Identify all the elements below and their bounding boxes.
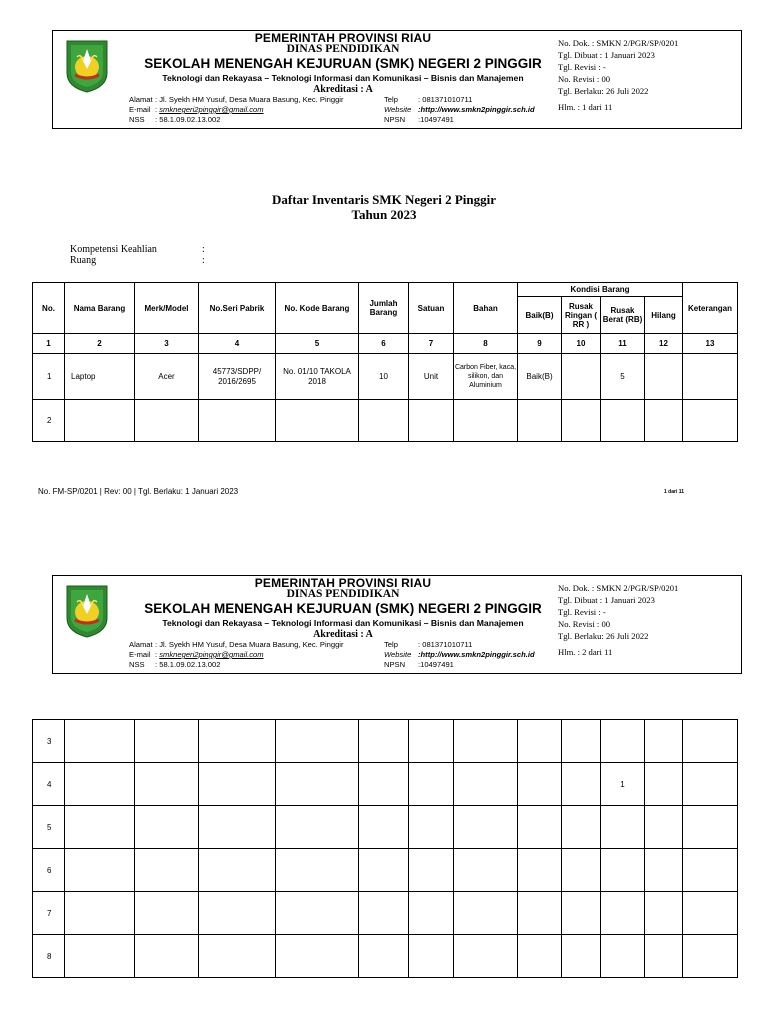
doc-effective-date: Tgl. Berlaku: 26 Juli 2022: [558, 86, 649, 96]
contact-block: [384, 95, 535, 125]
table-cell[interactable]: [562, 400, 601, 442]
doc-revision-number: No. Revisi : 00: [558, 74, 611, 84]
school-programs: Teknologi dan Rekayasa – Teknologi Informasi dan Komunikasi – Bisnis dan Manajemen: [162, 618, 524, 628]
table-row: [33, 849, 738, 892]
header-keterangan: Keterangan: [683, 283, 738, 334]
table-cell[interactable]: [562, 354, 601, 400]
contact-block: [384, 640, 535, 670]
address-label: Alamat: [129, 95, 153, 104]
table-cell[interactable]: [359, 400, 409, 442]
email-label: E-mail: [129, 650, 151, 659]
nss-value: : 58.1.09.02.13.002: [155, 660, 221, 669]
email-link[interactable]: smknegeri2pinggir@gmail.com: [159, 650, 264, 659]
table-cell[interactable]: [645, 354, 683, 400]
table-cell[interactable]: [65, 849, 135, 892]
doc-page: Hlm. : 2 dari 11: [558, 647, 613, 657]
table-cell[interactable]: Baik(B): [518, 354, 562, 400]
letterhead-page-2: [52, 575, 742, 674]
column-number-row: [33, 334, 738, 354]
table-cell[interactable]: [276, 935, 359, 978]
doc-created: Tgl. Dibuat : 1 Januari 2023: [558, 595, 655, 605]
table-cell[interactable]: [199, 763, 276, 806]
table-cell[interactable]: [409, 892, 454, 935]
address-value: : Jl. Syekh HM Yusuf, Desa Muara Basung, Kec. Pinggir: [155, 95, 344, 104]
npsn-value: :10497491: [418, 115, 454, 124]
doc-number: No. Dok. : SMKN 2/PGR/SP/0201: [558, 583, 679, 593]
table-cell[interactable]: [135, 806, 199, 849]
table-cell[interactable]: [454, 935, 518, 978]
inventory-table-page-1: [32, 282, 738, 442]
table-cell[interactable]: [359, 849, 409, 892]
info-block: [70, 244, 205, 266]
footer-doc-info: No. FM-SP/0201 | Rev: 00 | Tgl. Berlaku: 1 Januari 2023: [38, 487, 239, 496]
table-cell[interactable]: [409, 806, 454, 849]
table-cell[interactable]: [454, 400, 518, 442]
header-rusak-berat: Rusak Berat (RB): [601, 297, 645, 334]
table-cell[interactable]: [276, 892, 359, 935]
telp-value: : 081371010711: [418, 95, 473, 104]
header-merk: Merk/Model: [135, 283, 199, 334]
column-number-cell: 6: [359, 334, 409, 354]
telp-value: : 081371010711: [418, 640, 473, 649]
doc-number: No. Dok. : SMKN 2/PGR/SP/0201: [558, 38, 679, 48]
table-cell[interactable]: [645, 400, 683, 442]
accreditation: Akreditasi : A: [313, 629, 373, 640]
doc-page: Hlm. : 1 dari 11: [558, 102, 613, 112]
table-cell[interactable]: [518, 806, 562, 849]
website-link[interactable]: :http://www.smkn2pinggir.sch.id: [418, 650, 535, 659]
document-year: Tahun 2023: [351, 207, 417, 222]
column-number-cell: 12: [645, 334, 683, 354]
column-number-cell: 13: [683, 334, 738, 354]
table-cell[interactable]: [562, 763, 601, 806]
table-cell[interactable]: [454, 806, 518, 849]
table-cell[interactable]: [562, 806, 601, 849]
row-number-cell[interactable]: 3: [33, 720, 65, 763]
table-cell[interactable]: [276, 400, 359, 442]
nss-label: NSS: [129, 660, 145, 669]
column-number-cell: 7: [409, 334, 454, 354]
kompetensi-value: :: [202, 244, 205, 255]
table-row: [33, 892, 738, 935]
table-cell[interactable]: [276, 720, 359, 763]
table-row: [33, 935, 738, 978]
email-link[interactable]: smknegeri2pinggir@gmail.com: [159, 105, 264, 114]
table-cell[interactable]: [135, 892, 199, 935]
table-cell[interactable]: No. 01/10 TAKOLA 2018: [276, 354, 359, 400]
doc-revision-date: Tgl. Revisi : -: [558, 607, 606, 617]
table-cell[interactable]: [562, 935, 601, 978]
header-jumlah: Jumlah Barang: [359, 283, 409, 334]
header-kode: No. Kode Barang: [276, 283, 359, 334]
row-number-cell[interactable]: 2: [33, 400, 65, 442]
table-cell[interactable]: [359, 763, 409, 806]
row-number-cell[interactable]: 5: [33, 806, 65, 849]
table-cell[interactable]: Acer: [135, 354, 199, 400]
header-kondisi: Kondisi Barang: [518, 283, 683, 297]
table-cell[interactable]: 10: [359, 354, 409, 400]
table-cell[interactable]: [518, 892, 562, 935]
doc-revision-number: No. Revisi : 00: [558, 619, 611, 629]
header-nama-barang: Nama Barang: [65, 283, 135, 334]
table-cell[interactable]: [645, 806, 683, 849]
table-row: [33, 763, 738, 806]
table-cell[interactable]: Unit: [409, 354, 454, 400]
letterhead-page-1: [52, 30, 742, 129]
nss-label: NSS: [129, 115, 145, 124]
table-cell[interactable]: [276, 763, 359, 806]
table-row: [33, 400, 738, 442]
table-cell[interactable]: [645, 935, 683, 978]
npsn-label: NPSN: [384, 115, 406, 124]
header-rusak-ringan: Rusak Ringan ( RR ): [562, 297, 601, 334]
table-cell[interactable]: [518, 849, 562, 892]
table-cell[interactable]: [409, 849, 454, 892]
table-cell[interactable]: 1: [601, 763, 645, 806]
row-number-cell[interactable]: 7: [33, 892, 65, 935]
header-bahan: Bahan: [454, 283, 518, 334]
address-label: Alamat: [129, 640, 153, 649]
table-cell[interactable]: [65, 720, 135, 763]
dept-title: DINAS PENDIDIKAN: [286, 43, 400, 55]
table-cell[interactable]: [683, 354, 738, 400]
table-cell[interactable]: [359, 935, 409, 978]
npsn-label: NPSN: [384, 660, 406, 669]
table-cell[interactable]: [562, 720, 601, 763]
table-cell[interactable]: [409, 763, 454, 806]
table-cell[interactable]: [65, 806, 135, 849]
table-cell[interactable]: 5: [601, 354, 645, 400]
table-cell[interactable]: [454, 892, 518, 935]
nss-value: : 58.1.09.02.13.002: [155, 115, 221, 124]
table-cell[interactable]: [645, 849, 683, 892]
row-number-cell[interactable]: 4: [33, 763, 65, 806]
table-cell[interactable]: [683, 400, 738, 442]
table-cell[interactable]: Carbon Fiber, kaca, silikon, dan Aluminium: [454, 354, 518, 400]
school-title: SEKOLAH MENENGAH KEJURUAN (SMK) NEGERI 2 PINGGIR: [144, 601, 542, 616]
table-cell[interactable]: [518, 400, 562, 442]
header-satuan: Satuan: [409, 283, 454, 334]
table-cell[interactable]: 45773/SDPP/ 2016/2695: [199, 354, 276, 400]
header-no: No.: [33, 283, 65, 334]
table-cell[interactable]: Laptop: [65, 354, 135, 400]
column-number-cell: 9: [518, 334, 562, 354]
table-cell[interactable]: [199, 935, 276, 978]
website-label: Website: [384, 650, 412, 659]
dept-title: DINAS PENDIDIKAN: [286, 588, 400, 600]
doc-revision-date: Tgl. Revisi : -: [558, 62, 606, 72]
table-cell[interactable]: [601, 935, 645, 978]
table-cell[interactable]: [199, 849, 276, 892]
email-label: E-mail: [129, 105, 151, 114]
address-block: Alamat : Jl. Syekh HM Yusuf, Desa Muara Basung, Kec. Pinggir E-mail : smknegeri2pinggir@gmail.com NSS : 58.1.09.02.13.002: [129, 95, 344, 124]
table-cell[interactable]: [276, 849, 359, 892]
table-cell[interactable]: [601, 892, 645, 935]
column-number-cell: 4: [199, 334, 276, 354]
table-cell[interactable]: [562, 849, 601, 892]
table-cell[interactable]: [135, 763, 199, 806]
doc-meta: [558, 582, 678, 658]
table-cell[interactable]: [645, 720, 683, 763]
column-number-cell: 3: [135, 334, 199, 354]
table-cell[interactable]: [683, 763, 738, 806]
table-cell[interactable]: [65, 763, 135, 806]
table-cell[interactable]: [518, 935, 562, 978]
table-cell[interactable]: [601, 400, 645, 442]
doc-created: Tgl. Dibuat : 1 Januari 2023: [558, 50, 655, 60]
ruang-value: :: [202, 255, 205, 266]
header-hilang: Hilang: [645, 297, 683, 334]
table-cell[interactable]: [518, 720, 562, 763]
address-block: Alamat : Jl. Syekh HM Yusuf, Desa Muara Basung, Kec. Pinggir E-mail : smknegeri2pinggir@gmail.com NSS : 58.1.09.02.13.002: [129, 640, 344, 669]
ruang-label: Ruang: [70, 255, 97, 266]
table-cell[interactable]: [645, 892, 683, 935]
table-cell[interactable]: [601, 720, 645, 763]
website-link[interactable]: :http://www.smkn2pinggir.sch.id: [418, 105, 535, 114]
table-cell[interactable]: [359, 720, 409, 763]
table-cell[interactable]: [409, 720, 454, 763]
school-programs: Teknologi dan Rekayasa – Teknologi Informasi dan Komunikasi – Bisnis dan Manajemen: [162, 73, 524, 83]
table-cell[interactable]: [454, 849, 518, 892]
table-cell[interactable]: [199, 720, 276, 763]
column-number-cell: 1: [33, 334, 65, 354]
table-row: [33, 720, 738, 763]
table-cell[interactable]: [135, 935, 199, 978]
column-number-cell: 5: [276, 334, 359, 354]
row-number-cell[interactable]: 8: [33, 935, 65, 978]
table-cell[interactable]: [199, 892, 276, 935]
table-cell[interactable]: [276, 806, 359, 849]
telp-label: Telp: [384, 640, 398, 649]
column-number-cell: 2: [65, 334, 135, 354]
table-cell[interactable]: [683, 806, 738, 849]
footer-page: 1 dari 11: [664, 489, 685, 495]
table-cell[interactable]: [562, 892, 601, 935]
table-cell[interactable]: [601, 806, 645, 849]
table-cell[interactable]: [683, 892, 738, 935]
header-baik: Baik(B): [518, 297, 562, 334]
table-row: [33, 354, 738, 400]
doc-effective-date: Tgl. Berlaku: 26 Juli 2022: [558, 631, 649, 641]
table-cell[interactable]: [518, 763, 562, 806]
inventory-table-page-2: [32, 719, 738, 978]
address-value: : Jl. Syekh HM Yusuf, Desa Muara Basung, Kec. Pinggir: [155, 640, 344, 649]
row-number-cell[interactable]: 1: [33, 354, 65, 400]
column-number-cell: 10: [562, 334, 601, 354]
table-row: [33, 806, 738, 849]
accreditation: Akreditasi : A: [313, 84, 373, 95]
table-cell[interactable]: [199, 806, 276, 849]
table-cell[interactable]: [409, 935, 454, 978]
school-title: SEKOLAH MENENGAH KEJURUAN (SMK) NEGERI 2 PINGGIR: [144, 56, 542, 71]
table-cell[interactable]: [359, 892, 409, 935]
npsn-value: :10497491: [418, 660, 454, 669]
table-cell[interactable]: [645, 763, 683, 806]
row-number-cell[interactable]: 6: [33, 849, 65, 892]
table-cell[interactable]: [135, 400, 199, 442]
table-cell[interactable]: [65, 400, 135, 442]
doc-meta: [558, 37, 678, 113]
table-cell[interactable]: [65, 892, 135, 935]
gov-title: PEMERINTAH PROVINSI RIAU: [254, 31, 432, 45]
table-cell[interactable]: [409, 400, 454, 442]
kompetensi-label: Kompetensi Keahlian: [70, 244, 157, 255]
table-cell[interactable]: [683, 935, 738, 978]
table-cell[interactable]: [65, 935, 135, 978]
table-cell[interactable]: [683, 849, 738, 892]
table-cell[interactable]: [135, 849, 199, 892]
gov-title: PEMERINTAH PROVINSI RIAU: [254, 576, 432, 590]
table-cell[interactable]: [359, 806, 409, 849]
website-label: Website: [384, 105, 412, 114]
table-cell[interactable]: [454, 763, 518, 806]
table-cell[interactable]: [199, 400, 276, 442]
column-number-cell: 11: [601, 334, 645, 354]
telp-label: Telp: [384, 95, 398, 104]
column-number-cell: 8: [454, 334, 518, 354]
document-title: Daftar Inventaris SMK Negeri 2 Pinggir: [272, 192, 496, 207]
header-seri: No.Seri Pabrik: [199, 283, 276, 334]
table-cell[interactable]: [601, 849, 645, 892]
table-cell[interactable]: [454, 720, 518, 763]
table-cell[interactable]: [135, 720, 199, 763]
table-cell[interactable]: [683, 720, 738, 763]
